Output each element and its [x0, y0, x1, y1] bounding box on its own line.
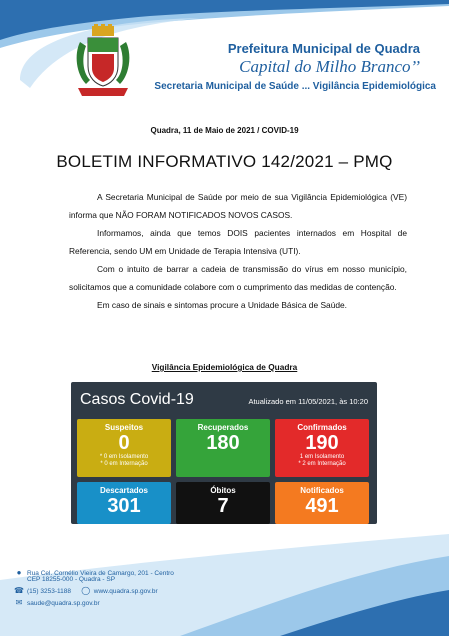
paragraph: Informamos, ainda que temos DOIS pacientes internados em Hospital de Referencia, sendo UM em Unidade de Terapia Intensiva (UTI).	[69, 228, 407, 256]
footer-email-row	[14, 598, 100, 607]
section-title: Vigilância Epidemiológica de Quadra	[151, 362, 298, 372]
card-label: Notificados	[300, 486, 344, 495]
card-suspeitos	[77, 419, 171, 477]
page-title: BOLETIM INFORMATIVO 142/2021 – PMQ	[56, 152, 393, 171]
city-crest-logo	[72, 24, 134, 104]
footer-contacts	[14, 586, 158, 595]
card-value: 180	[206, 432, 240, 454]
card-confirmados	[275, 419, 369, 477]
card-label: Recuperados	[197, 423, 249, 432]
card-note: * 0 em Isolamento	[99, 454, 149, 460]
paragraph: Com o intuito de barrar a cadeia de transmissão do vírus em nosso município, solicitamos que a comunidade colabore com o cumprimento das medidas de contenção.	[69, 264, 407, 292]
date-line: Quadra, 11 de Maio de 2021 / COVID-19	[150, 126, 299, 135]
footer-phone: (15) 3253-1188	[27, 588, 71, 595]
card-descartados	[77, 482, 171, 524]
dashboard-updated: Atualizado em 11/05/2021, às 10:20	[248, 397, 368, 406]
card-notificados	[275, 482, 369, 524]
card-label: Descartados	[99, 486, 149, 495]
card-obitos	[176, 482, 270, 524]
card-note: * 2 em Internação	[298, 461, 346, 467]
header-slogan: Capital do Milho Branco’’	[239, 57, 420, 76]
paragraph: Em caso de sinais e sintomas procure a Unidade Básica de Saúde.	[97, 300, 347, 310]
footer-website[interactable]: www.quadra.sp.gov.br	[93, 588, 158, 595]
footer-email[interactable]: saude@quadra.sp.gov.br	[27, 600, 100, 607]
card-value: 491	[305, 495, 339, 517]
dashboard-header	[74, 385, 374, 417]
card-label: Confirmados	[297, 423, 347, 432]
card-value: 7	[217, 495, 229, 517]
address-line-2: CEP 18255-000 - Quadra - SP	[27, 576, 116, 583]
footer-address-2	[27, 576, 115, 583]
card-value: 301	[107, 495, 141, 517]
card-value: 0	[118, 432, 130, 454]
covid-dashboard	[71, 382, 377, 524]
address-line-1: Rua Cel. Cornélio Vieira de Camargo, 201 - Centro	[27, 570, 174, 577]
card-recuperados	[176, 419, 270, 477]
phone-icon: ☎	[14, 586, 24, 595]
bulletin-body	[69, 188, 407, 314]
card-note: * 0 em Internação	[100, 461, 148, 467]
location-pin-icon: ●	[16, 568, 22, 577]
envelope-icon: ✉	[15, 598, 23, 607]
dashboard-title: Casos Covid-19	[80, 391, 194, 408]
header-title: Prefeitura Municipal de Quadra	[227, 41, 420, 56]
header-department: Secretaria Municipal de Saúde ... Vigilância Epidemiológica	[154, 81, 436, 92]
card-label: Suspeitos	[104, 423, 144, 432]
card-value: 190	[305, 432, 339, 454]
globe-icon: ◯	[81, 586, 91, 595]
card-label: Óbitos	[210, 486, 236, 495]
paragraph: A Secretaria Municipal de Saúde por meio de sua Vigilância Epidemiológica (VE) informa que NÃO FORAM NOTIFICADOS NOVOS CASOS.	[69, 192, 407, 220]
card-note: 1 em Isolamento	[299, 454, 345, 460]
